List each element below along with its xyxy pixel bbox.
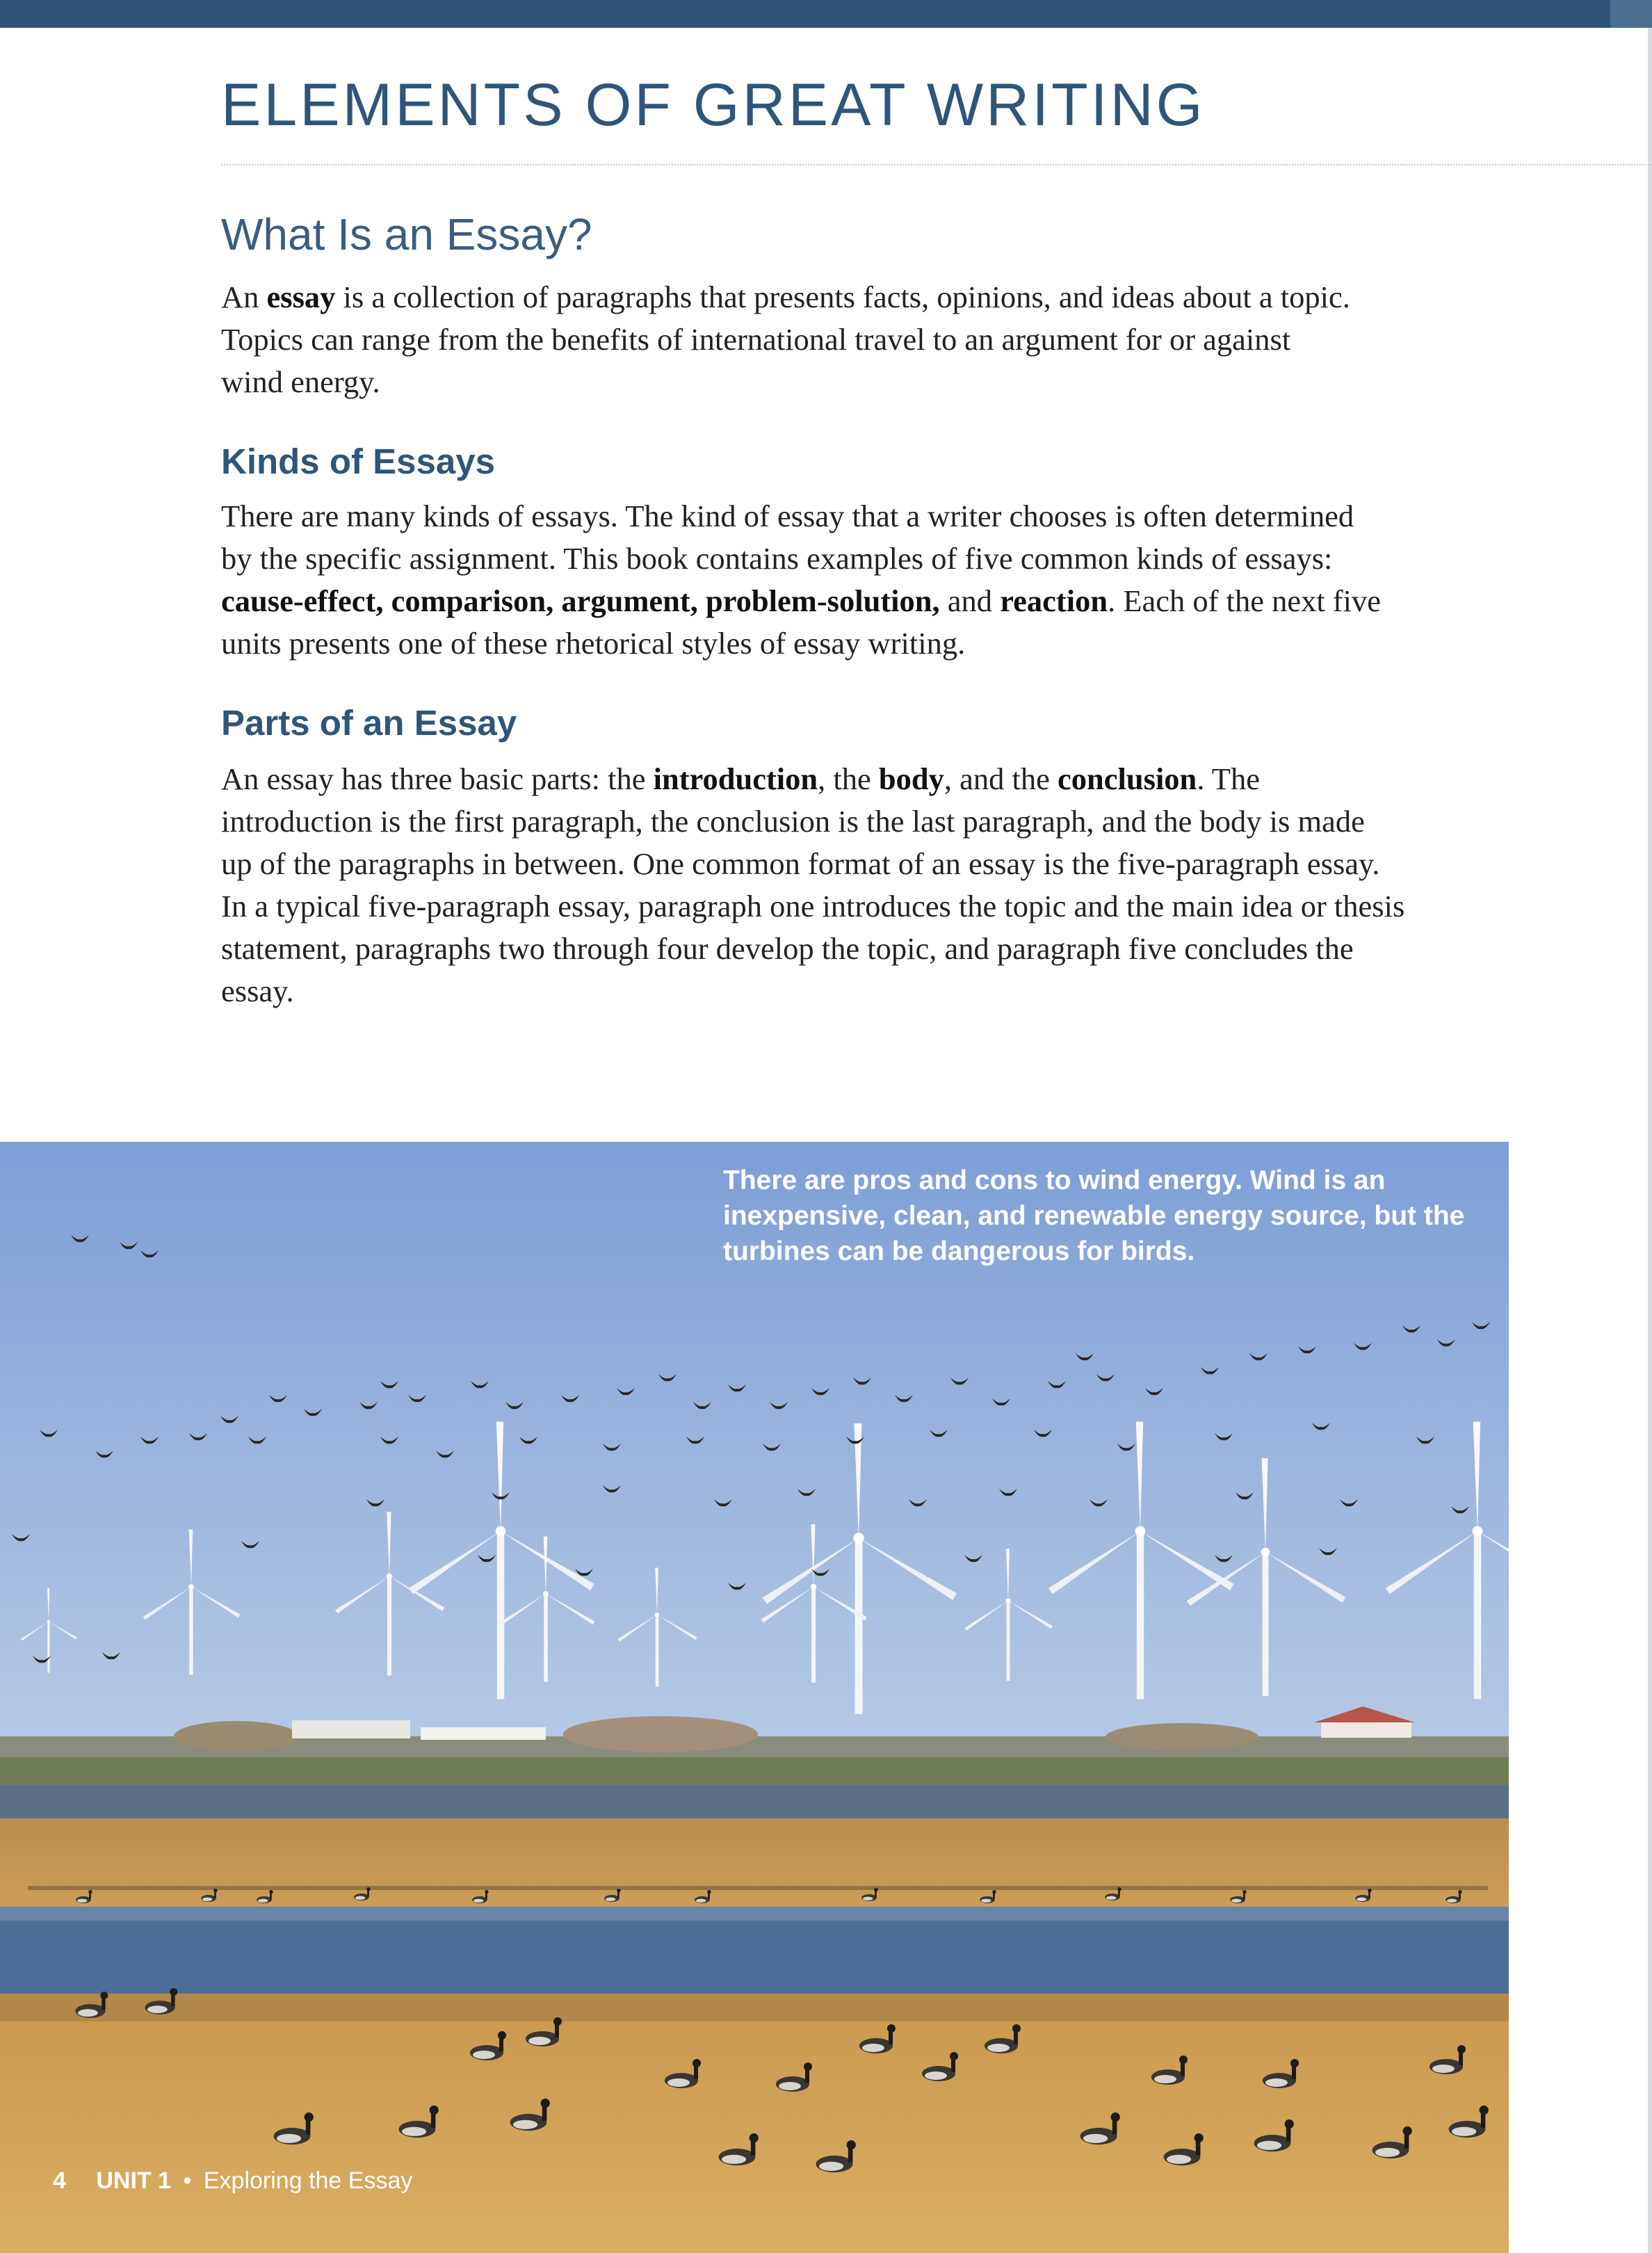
parts-text-4: . The [1197, 761, 1260, 796]
kinds-line-3-end: . Each of the next five [1108, 583, 1381, 618]
kinds-and: and [939, 583, 1001, 618]
section-title: ELEMENTS OF GREAT WRITING [221, 72, 1206, 138]
heading-kinds-of-essays: Kinds of Essays [221, 442, 495, 481]
intro-text-3: Topics can range from the benefits of international travel to an argument for or against [221, 322, 1291, 357]
wind-turbines-geese-photo [0, 1142, 1509, 2253]
parts-text-3: , and the [944, 761, 1058, 796]
kinds-line-1: There are many kinds of essays. The kind of essay that a writer chooses is often determined [221, 499, 1354, 533]
parts-line-5: statement, paragraphs two through four develop the topic, and paragraph five concludes the [221, 931, 1354, 966]
top-color-bar [0, 0, 1652, 28]
intro-text-1: An [221, 280, 267, 314]
footer-unit-label: UNIT 1 [96, 2167, 172, 2194]
intro-text-4: wind energy. [221, 364, 380, 399]
parts-paragraph [221, 758, 1542, 1012]
top-bar-accent [1610, 0, 1652, 28]
term-introduction: introduction [653, 761, 818, 796]
photo-caption: There are pros and cons to wind energy. Wind is an inexpensive, clean, and renewable energy source, but the turbines can be dangerous for birds. [723, 1165, 1465, 1266]
term-body: body [878, 761, 944, 796]
intro-text-2: is a collection of paragraphs that presents facts, opinions, and ideas about a topic. [335, 280, 1350, 314]
page-right-edge [1648, 28, 1652, 2253]
term-essay: essay [266, 280, 336, 314]
essay-kinds-list: cause-effect, comparison, argument, problem-solution, [221, 583, 940, 618]
heading-what-is-an-essay: What Is an Essay? [221, 209, 592, 259]
term-conclusion: conclusion [1058, 761, 1197, 796]
page-number: 4 [53, 2167, 66, 2194]
parts-line-6: essay. [221, 974, 294, 1008]
parts-line-2: introduction is the first paragraph, the conclusion is the last paragraph, and the body is made [221, 804, 1365, 839]
footer-unit-title: Exploring the Essay [203, 2167, 413, 2194]
kinds-paragraph [221, 495, 1542, 665]
parts-text-1: An essay has three basic parts: the [221, 761, 654, 796]
heading-parts-of-an-essay: Parts of an Essay [221, 703, 517, 743]
kinds-line-2: by the specific assignment. This book contains examples of five common kinds of essays: [221, 541, 1333, 576]
parts-line-3: up of the paragraphs in between. One common format of an essay is the five-paragraph essay. [221, 846, 1380, 881]
term-reaction: reaction [1000, 583, 1108, 618]
title-divider [221, 164, 1652, 165]
footer-separator: • [183, 2167, 192, 2194]
parts-line-4: In a typical five-paragraph essay, paragraph one introduces the topic and the main idea or thesis [221, 889, 1405, 923]
kinds-line-4: units presents one of these rhetorical styles of essay writing. [221, 626, 966, 661]
intro-paragraph [221, 276, 1542, 403]
parts-text-2: , the [818, 761, 879, 796]
page-footer [53, 2167, 412, 2195]
